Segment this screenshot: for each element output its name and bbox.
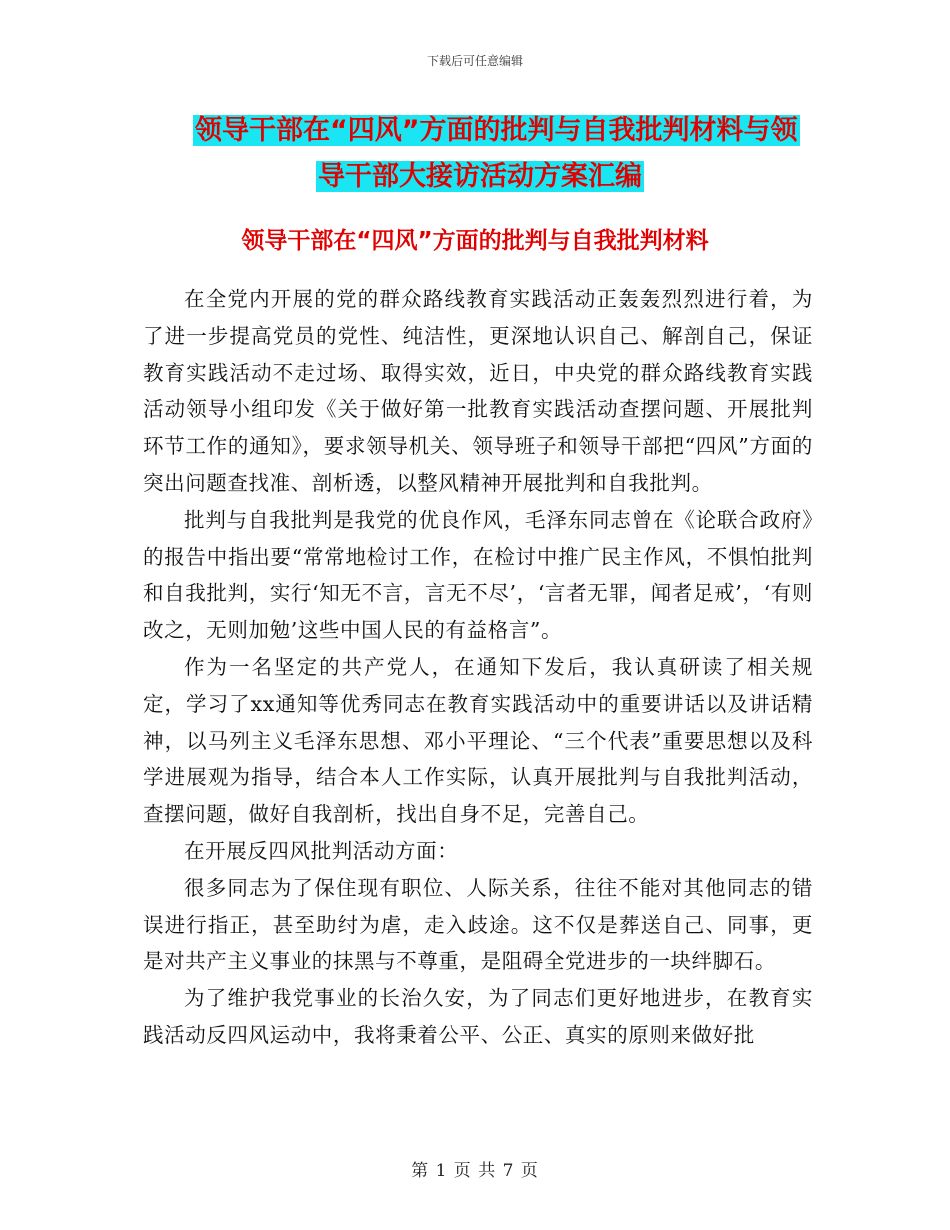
- paragraph-2: 批判与自我批判是我党的优良作风，毛泽东同志曾在《论联合政府》的报告中指出要“常常地检讨工作，在检讨中推广民主作风，不惧怕批判和自我批判，实行‘知无不言，言无不尽’，‘言者无罪，闻者足戒’，‘有则改之，无则加勉’这些中国人民的有益格言”。: [143, 507, 813, 643]
- body-text: [143, 281, 813, 1054]
- title-line-1: [193, 108, 800, 147]
- paragraph-3: 作为一名坚定的共产党人，在通知下发后，我认真研读了相关规定，学习了xx通知等优秀同志在教育实践活动中的重要讲话以及讲话精神，以马列主义毛泽东思想、邓小平理论、“三个代表”重要思想以及科学进展观为指导，结合本人工作实际，认真开展批判与自我批判活动，查摆问题，做好自我剖析，找出自身不足，完善自己。: [143, 654, 813, 827]
- page-header: 下载后可任意编辑: [426, 54, 523, 68]
- section-title: 领导干部在“四风”方面的批判与自我批判材料: [241, 228, 709, 254]
- paragraph-5: 很多同志为了保住现有职位、人际关系，往往不能对其他同志的错误进行指正，甚至助纣为虐，走入歧途。这不仅是葬送自己、同事，更是对共产主义事业的抹黑与不尊重，是阻碍全党进步的一块绊脚石。: [143, 875, 813, 974]
- page-footer: 第 1 页 共 7 页: [411, 1161, 539, 1181]
- title-line-1-text: 领导干部在“四风”方面的批判与自我批判材料与领: [195, 115, 798, 146]
- paragraph-1: 在全党内开展的党的群众路线教育实践活动正轰轰烈烈进行着，为了进一步提高党员的党性、纯洁性，更深地认识自己、解剖自己，保证教育实践活动不走过场、取得实效，近日，中央党的群众路线教育实践活动领导小组印发《关于做好第一批教育实践活动查摆问题、开展批判环节工作的通知》，要求领导机关、领导班子和领导干部把“四风”方面的突出问题查找准、剖析透，以整风精神开展批判和自我批判。: [143, 287, 813, 495]
- title-line-2: [316, 154, 644, 193]
- title-line-2-text: 导干部大接访活动方案汇编: [318, 161, 642, 192]
- paragraph-4: 在开展反四风批判活动方面：: [184, 838, 459, 863]
- paragraph-6: 为了维护我党事业的长治久安，为了同志们更好地进步，在教育实践活动反四风运动中，我将秉着公平、公正、真实的原则来做好批: [143, 986, 813, 1047]
